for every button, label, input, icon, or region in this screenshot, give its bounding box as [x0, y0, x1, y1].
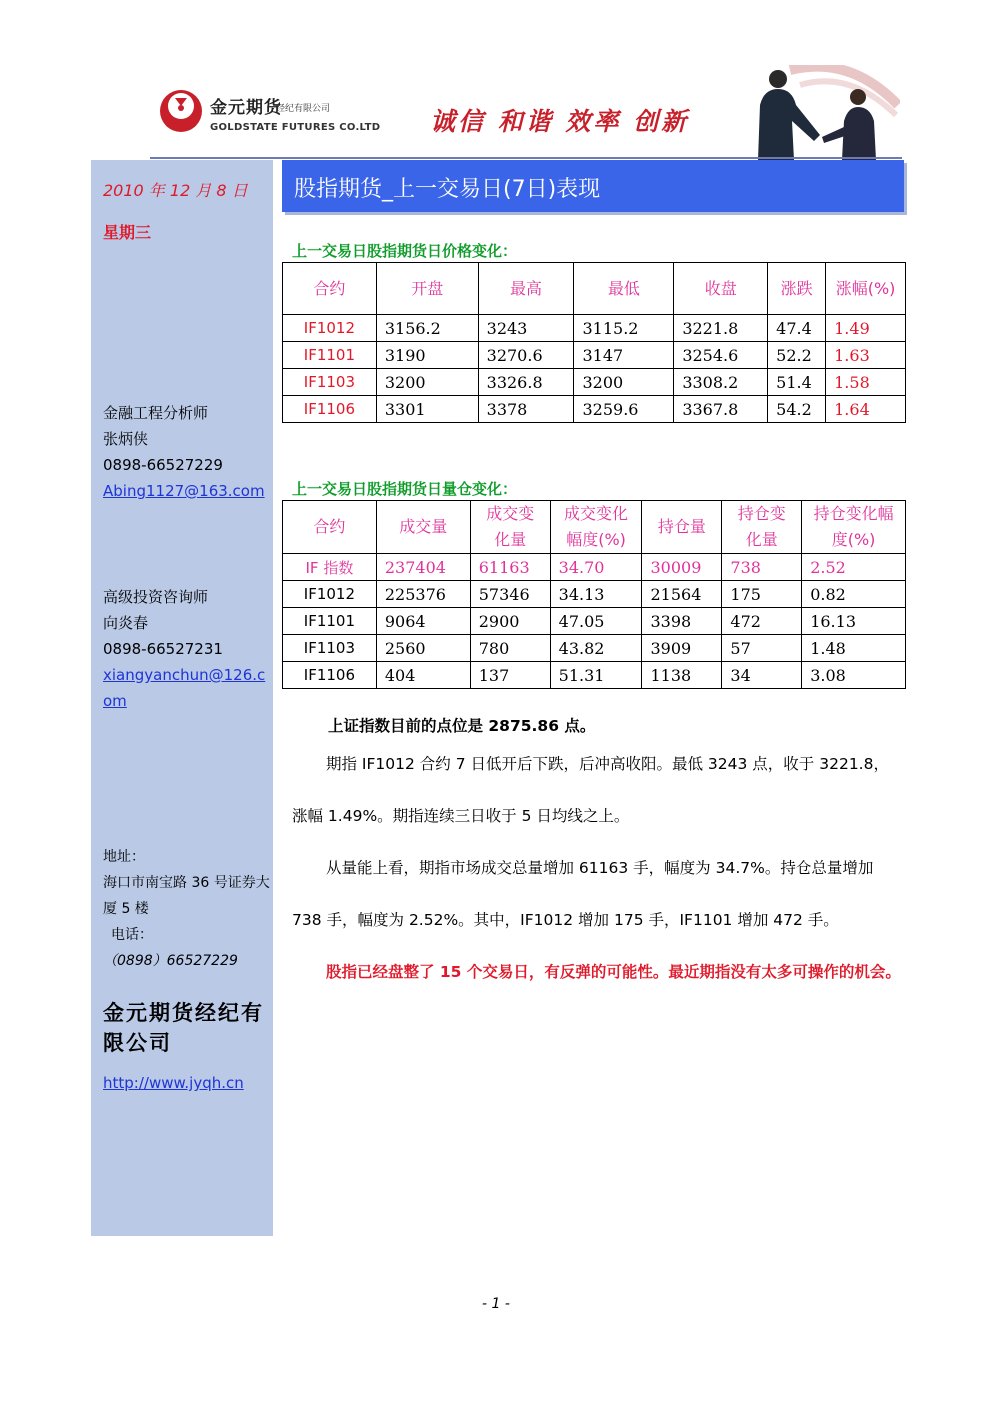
table-cell: 47.05: [550, 608, 642, 635]
analyst-contact-1: [103, 400, 271, 504]
company-slogan: 诚信 和谐 效率 创新: [430, 107, 690, 136]
contract-cell: IF 指数: [283, 554, 377, 581]
table-cell: 47.4: [768, 315, 826, 342]
column-header: 最高: [478, 263, 574, 315]
table-row: [283, 369, 906, 396]
table-cell: 3301: [376, 396, 478, 423]
table-cell: 780: [470, 635, 550, 662]
table-cell: 3367.8: [674, 396, 768, 423]
table-cell: 34: [722, 662, 802, 689]
table-cell: 3147: [574, 342, 674, 369]
table-cell: 51.4: [768, 369, 826, 396]
table-cell: 3200: [574, 369, 674, 396]
table-cell: 3308.2: [674, 369, 768, 396]
table-cell: 472: [722, 608, 802, 635]
column-header: 收盘: [674, 263, 768, 315]
column-header: 成交变化量: [470, 501, 550, 554]
column-header: 持仓变化幅度(%): [802, 501, 906, 554]
table-cell: 57346: [470, 581, 550, 608]
report-date: 2010 年 12 月 8 日: [103, 181, 248, 200]
table-cell: 3270.6: [478, 342, 574, 369]
sidebar: [91, 160, 273, 1236]
table-header-row: [283, 263, 906, 315]
column-header: 持仓变化量: [722, 501, 802, 554]
table-cell: 0.82: [802, 581, 906, 608]
table-cell: 34.13: [550, 581, 642, 608]
table-cell: 54.2: [768, 396, 826, 423]
analyst-email-link[interactable]: Abing1127@163.com: [103, 482, 265, 500]
column-header: 持仓量: [642, 501, 722, 554]
table-row: [283, 315, 906, 342]
analyst-name: 向炎春: [103, 614, 149, 632]
contract-cell: IF1106: [283, 662, 377, 689]
contract-cell: IF1012: [283, 581, 377, 608]
table-cell: 1138: [642, 662, 722, 689]
analyst-email-link[interactable]: xiangyanchun@126.com: [103, 666, 266, 710]
table-cell: 175: [722, 581, 802, 608]
analyst-role: 金融工程分析师: [103, 404, 209, 422]
company-phone: （0898）66527229: [103, 953, 238, 969]
table-row: [283, 581, 906, 608]
table-cell: 3221.8: [674, 315, 768, 342]
table-cell: 3190: [376, 342, 478, 369]
table-row: [283, 608, 906, 635]
analyst-contact-2: [103, 584, 271, 714]
table-cell: 3909: [642, 635, 722, 662]
table-cell: 738: [722, 554, 802, 581]
table-cell: 3156.2: [376, 315, 478, 342]
table-row: [283, 635, 906, 662]
analyst-name: 张炳侠: [103, 430, 149, 448]
company-logo-icon: [158, 88, 204, 134]
table-cell: 3326.8: [478, 369, 574, 396]
report-title-bar: [282, 160, 904, 212]
table-cell: 43.82: [550, 635, 642, 662]
column-header: 涨跌: [768, 263, 826, 315]
volume-section-title: 上一交易日股指期货日量仓变化：: [292, 480, 518, 498]
table-cell: 404: [376, 662, 470, 689]
table-cell: 3243: [478, 315, 574, 342]
analysis-paragraph-1: 期指 IF1012 合约 7 日低开后下跌，后冲高收阳。最低 3243 点，收于 3221.8，涨幅 1.49%。期指连续三日收于 5 日均线之上。: [292, 755, 889, 825]
contract-cell: IF1103: [283, 369, 377, 396]
column-header: 最低: [574, 263, 674, 315]
analysis-paragraph-2: 从量能上看，期指市场成交总量增加 61163 手，幅度为 34.7%。持仓总量增加 738 手，幅度为 2.52%。其中，IF1012 增加 175 手，IF1101 增加 472 手。: [292, 859, 874, 929]
column-header: 成交变化幅度(%): [550, 501, 642, 554]
contract-cell: IF1012: [283, 315, 377, 342]
report-weekday: 星期三: [103, 223, 152, 242]
index-level-line: 上证指数目前的点位是 2875.86 点。: [328, 717, 596, 735]
table-cell: 30009: [642, 554, 722, 581]
logo-subtitle: 经纪有限公司: [276, 104, 331, 114]
handshake-illustration-icon: [730, 65, 900, 160]
table-cell: 225376: [376, 581, 470, 608]
table-cell: 21564: [642, 581, 722, 608]
phone-label: 电话：: [111, 927, 153, 943]
column-header: 成交量: [376, 501, 470, 554]
contract-cell: IF1106: [283, 396, 377, 423]
table-cell: 16.13: [802, 608, 906, 635]
page-header: [0, 0, 992, 160]
price-change-table: [282, 262, 906, 423]
column-header: 合约: [283, 501, 377, 554]
table-header-row: [283, 501, 906, 554]
logo-chinese-name: 金元期货: [210, 98, 282, 118]
report-title: 股指期货_上一交易日(7日)表现: [294, 177, 601, 202]
price-section-title: 上一交易日股指期货日价格变化：: [292, 242, 518, 260]
analysis-conclusion: 股指已经盘整了 15 个交易日，有反弹的可能性。最近期指没有太多可操作的机会。: [326, 963, 901, 981]
company-name: 金元期货经纪有限公司: [103, 1001, 264, 1055]
contract-cell: IF1101: [283, 608, 377, 635]
logo-english-name: GOLDSTATE FUTURES CO.LTD: [210, 122, 381, 133]
table-cell: 237404: [376, 554, 470, 581]
table-cell: 3200: [376, 369, 478, 396]
table-cell: 3254.6: [674, 342, 768, 369]
table-row: [283, 396, 906, 423]
address-label: 地址：: [103, 849, 145, 865]
column-header: 开盘: [376, 263, 478, 315]
table-cell: 3378: [478, 396, 574, 423]
change-percent-cell: 1.64: [826, 396, 906, 423]
table-cell: 51.31: [550, 662, 642, 689]
column-header: 合约: [283, 263, 377, 315]
page-number: - 1 -: [482, 1296, 510, 1312]
change-percent-cell: 1.63: [826, 342, 906, 369]
table-cell: 2900: [470, 608, 550, 635]
table-cell: 1.48: [802, 635, 906, 662]
column-header: 涨幅(%): [826, 263, 906, 315]
volume-position-table: [282, 500, 906, 689]
address-text: 海口市南宝路 36 号证券大厦 5 楼: [103, 875, 270, 917]
table-cell: 137: [470, 662, 550, 689]
table-row: [283, 662, 906, 689]
table-cell: 61163: [470, 554, 550, 581]
contract-cell: IF1101: [283, 342, 377, 369]
table-cell: 34.70: [550, 554, 642, 581]
table-cell: 2.52: [802, 554, 906, 581]
analyst-phone: 0898-66527231: [103, 640, 223, 658]
company-address-block: [103, 844, 271, 974]
table-cell: 3115.2: [574, 315, 674, 342]
company-website-link[interactable]: http://www.jyqh.cn: [103, 1074, 244, 1092]
table-cell: 3.08: [802, 662, 906, 689]
table-cell: 57: [722, 635, 802, 662]
analyst-role: 高级投资咨询师: [103, 588, 209, 606]
table-cell: 9064: [376, 608, 470, 635]
change-percent-cell: 1.49: [826, 315, 906, 342]
table-row-index: [283, 554, 906, 581]
table-cell: 52.2: [768, 342, 826, 369]
table-cell: 2560: [376, 635, 470, 662]
contract-cell: IF1103: [283, 635, 377, 662]
header-divider: [150, 157, 902, 159]
change-percent-cell: 1.58: [826, 369, 906, 396]
table-row: [283, 342, 906, 369]
table-cell: 3259.6: [574, 396, 674, 423]
analyst-phone: 0898-66527229: [103, 456, 223, 474]
table-cell: 3398: [642, 608, 722, 635]
